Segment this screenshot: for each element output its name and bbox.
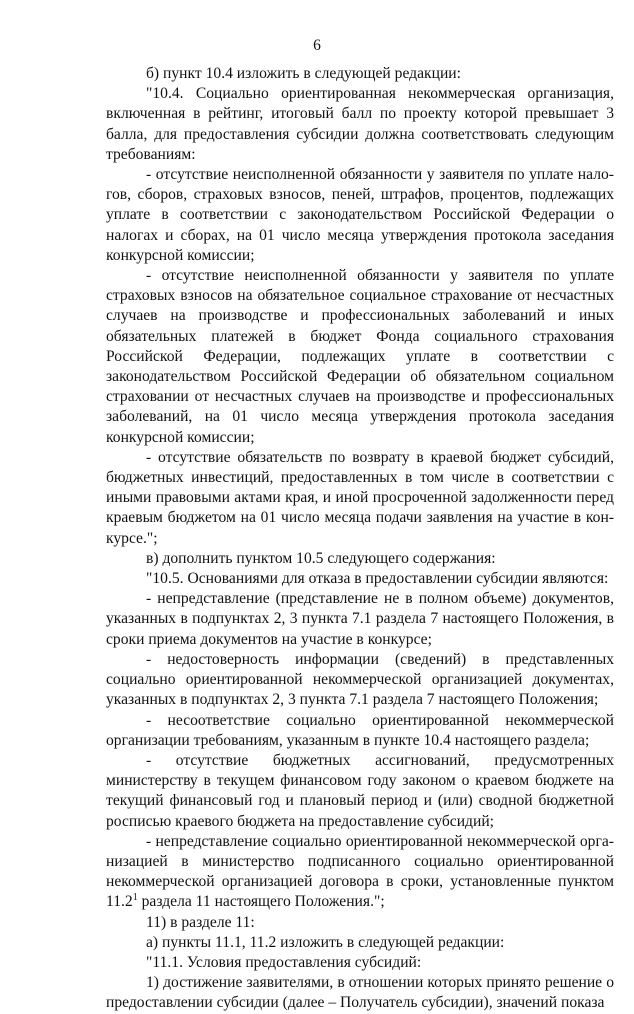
paragraph-with-footnote bbox=[106, 832, 614, 913]
paragraph: - отсутствие неисполненной обязанности у заявителя по уплате налогов, сборов, страховых взносов, пеней, штрафов, процентов, подлежащих уплате в соответствии с законодательством Российской Федерации о налогах и сборах, на 01 число месяца утверждения протокола заседания конкурсной комиссии; bbox=[106, 166, 614, 264]
paragraph: - отсутствие неисполненной обязанности у заявителя по уплате страховых взносов на обязательное социальное страхование от несчастных случаев на производстве и профессиональных заболеваний и иных обязательных платежей в бюджет Фонда социального страхования Российской Федерации, подлежащих уплате в соответствии с законодательством Российской Федерации об обязательном социальном страховании от несчастных случаев на производстве и профессиональных заболеваний, на 01 число месяца утверждения протокола заседания конкурсной комиссии; bbox=[106, 267, 614, 446]
paragraph: - отсутствие обязательств по возврату в краевой бюджет субсидий, бюджетных инвестиций, предоставленных в том числе в соответствии с иными правовыми актами края, и иной просроченной задолженности перед краевым бюджетом на 01 число месяца подачи заявления на участие в конкурсе."; bbox=[106, 448, 614, 547]
paragraph: "10.5. Основаниями для отказа в предоставлении субсидии являются: bbox=[146, 570, 609, 588]
paragraph: "11.1. Условия предоставления субсидий: bbox=[146, 953, 422, 971]
document-body bbox=[106, 64, 614, 1014]
paragraph: - несоответствие социально ориентированной некоммерческой организации требованиям, указанным в пункте 10.4 настоящего раздела; bbox=[106, 711, 614, 749]
paragraph: - непредставление (представление не в полном объеме) документов, указанных в подпунктах 2, 3 пункта 7.1 раздела 7 настоящего Положения, в сроки приема документов на участие в конкурсе; bbox=[106, 590, 614, 648]
paragraph-text: - непредставление социально ориентированной некоммерческой организацией в министерство подписанного социально ориентированной некоммерческой организацией договора в сроки, установленные пунктом 11.2 bbox=[106, 832, 614, 911]
footnote-superscript: 1 bbox=[132, 892, 138, 904]
paragraph: б) пункт 10.4 изложить в следующей редакции: bbox=[146, 65, 461, 82]
paragraph: 11) в разделе 11: bbox=[146, 913, 255, 931]
paragraph: а) пункты 11.1, 11.2 изложить в следующей редакции: bbox=[146, 933, 505, 951]
paragraph: - отсутствие бюджетных ассигнований, предусмотренных министерству в текущем финансовом году законом о краевом бюджете на текущий финансовый год и плановый период и (или) сводной бюджетной росписью краевого бюджета на предоставление субсидий; bbox=[106, 751, 614, 830]
paragraph: 1) достижение заявителями, в отношении которых принято решение о предоставлении субсидии (далее – Получатель субсидии), значений показа bbox=[106, 974, 614, 1012]
paragraph: "10.4. Социально ориентированная некоммерческая организация, включенная в рейтинг, итоговый балл по проекту которой превышает 3 балла, для предоставления субсидии должна соответствовать следующим требованиям: bbox=[106, 85, 614, 163]
paragraph: - недостоверность информации (сведений) в представленных социально ориентированной некоммерческой организацией документах, указанных в подпунктах 2, 3 пункта 7.1 раздела 7 настоящего Положения; bbox=[106, 650, 614, 709]
page-number: 6 bbox=[313, 37, 321, 54]
paragraph-text: раздела 11 настоящего Положения."; bbox=[137, 893, 385, 911]
paragraph: в) дополнить пунктом 10.5 следующего содержания: bbox=[146, 549, 496, 567]
